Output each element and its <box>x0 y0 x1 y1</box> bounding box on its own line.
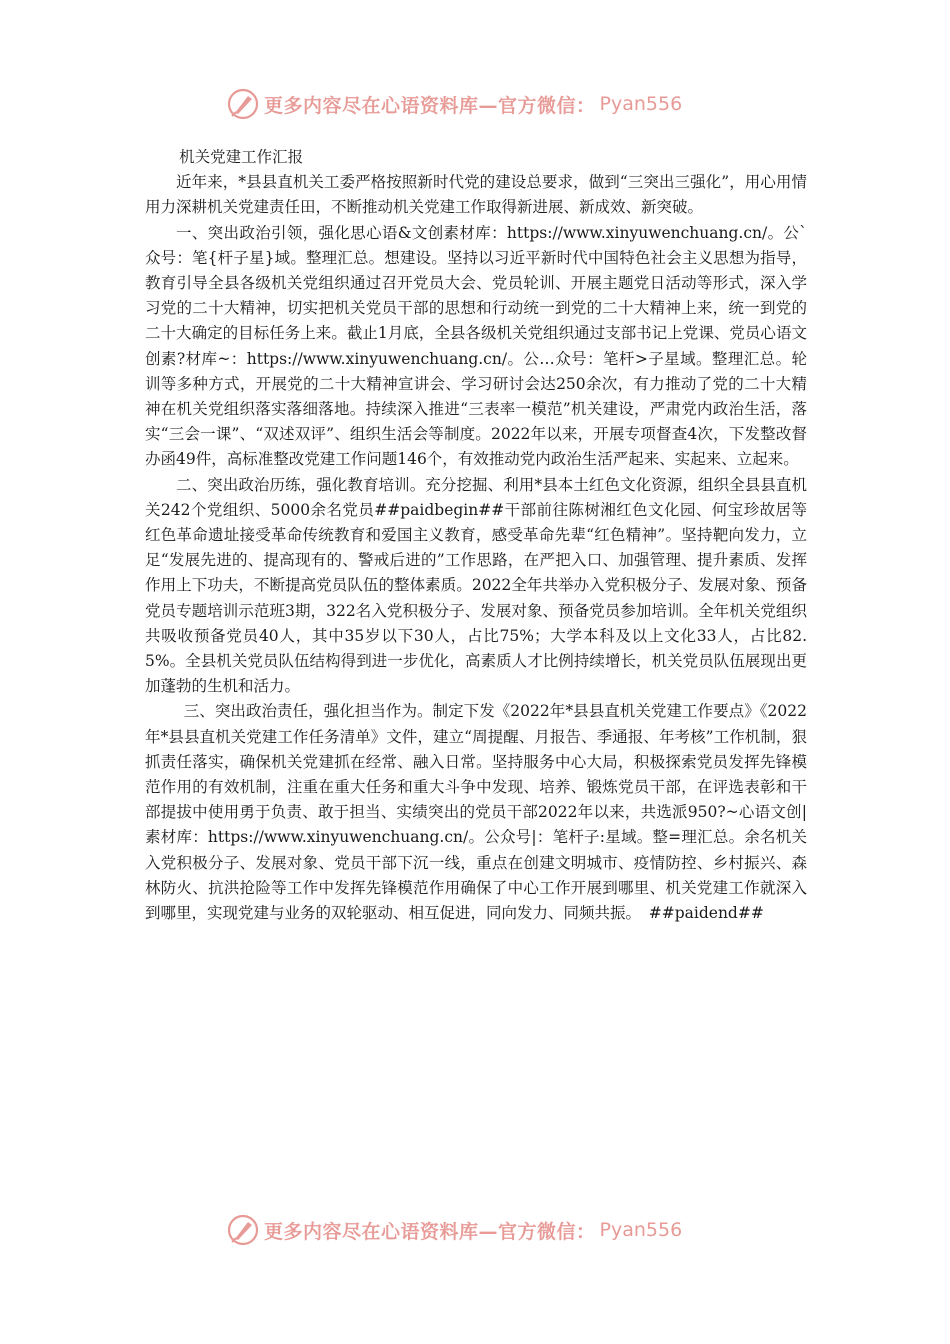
watermark-text: 更多内容尽在心语资料库—官方微信： <box>264 1220 596 1243</box>
quill-pen-circle-icon <box>226 87 260 121</box>
footer-watermark <box>226 1212 746 1248</box>
document-body <box>145 145 807 926</box>
section-1-paragraph: 一、突出政治引领，强化思心语&文创素材库：https://www.xinyuwenchuang.cn/。公`众号：笔{杆子星}域。整理汇总。想建设。坚持以习近平新时代中国特色社会主义思想为指导，教育引导全县各级机关党组织通过召开党员大会、党员轮训、开展主题党日活动等形式，深入学习党的二十大精神，切实把机关党员干部的思想和行动统一到党的二十大精神上来，统一到党的二十大确定的目标任务上来。截止1月底，全县各级机关党组织通过支部书记上党课、党员心语文创素?材库~：https://www.xinyuwenchuang.cn/。公…众号：笔杆>子星域。整理汇总。轮训等多种方式，开展党的二十大精神宣讲会、学习研讨会达250余次，有力推动了党的二十大精神在机关党组织落实落细落地。持续深入推进“三表率一模范”机关建设，严肃党内政治生活，落实“三会一课”、“双述双评”、组织生活会等制度。2022年以来，开展专项督查4次，下发整改督办函49件，高标准整改党建工作问题146个，有效推动党内政治生活严起来、实起来、立起来。 <box>145 223 807 469</box>
watermark-handle: Pyan556 <box>599 1219 683 1241</box>
quill-pen-circle-icon <box>226 1213 260 1247</box>
header-watermark <box>226 86 746 122</box>
watermark-text: 更多内容尽在心语资料库—官方微信： <box>264 94 596 117</box>
watermark-handle: Pyan556 <box>599 93 683 115</box>
intro-paragraph: 近年来，*县县直机关工委严格按照新时代党的建设总要求，做到“三突出三强化”，用心用情用力深耕机关党建责任田，不断推动机关党建工作取得新进展、新成效、新突破。 <box>145 173 807 217</box>
section-3-paragraph: 三、突出政治责任，强化担当作为。制定下发《2022年*县县直机关党建工作要点》《2022年*县县直机关党建工作任务清单》文件，建立“周提醒、月报告、季通报、年考核”工作机制，狠抓责任落实，确保机关党建抓在经常、融入日常。坚持服务中心大局，积极探索党员发挥先锋模范作用的有效机制，注重在重大任务和重大斗争中发现、培养、锻炼党员干部，在评选表彰和干部提拔中使用勇于负责、敢于担当、实绩突出的党员干部2022年以来，共选派950?~心语文创|素材库：https://www.xinyuwenchuang.cn/。公众号|：笔杆子:星域。整=理汇总。余名机关入党积极分子、发展对象、党员干部下沉一线，重点在创建文明城市、疫情防控、乡村振兴、森林防火、抗洪抢险等工作中发挥先锋模范作用确保了中心工作开展到哪里、机关党建工作就深入到哪里，实现党建与业务的双轮驱动、相互促进，同向发力、同频共振。 ##paidend## <box>145 702 807 923</box>
section-2-paragraph: 二、突出政治历练，强化教育培训。充分挖掘、利用*县本土红色文化资源，组织全县县直机关242个党组织、5000余名党员##paidbegin##干部前往陈树湘红色文化园、何宝珍故居等红色革命遗址接受革命传统教育和爱国主义教育，感受革命先辈“红色精神”。坚持靶向发力，立足“发展先进的、提高现有的、警戒后进的”工作思路，在严把入口、加强管理、提升素质、发挥作用上下功夫，不断提高党员队伍的整体素质。2022全年共举办入党积极分子、发展对象、预备党员专题培训示范班3期，322名入党积极分子、发展对象、预备党员参加培训。全年机关党组织共吸收预备党员40人，其中35岁以下30人，占比75%；大学本科及以上文化33人，占比82.5%。全县机关党员队伍结构得到进一步优化，高素质人才比例持续增长，机关党员队伍展现出更加蓬勃的生机和活力。 <box>145 475 807 696</box>
document-title: 机关党建工作汇报 <box>179 148 304 166</box>
